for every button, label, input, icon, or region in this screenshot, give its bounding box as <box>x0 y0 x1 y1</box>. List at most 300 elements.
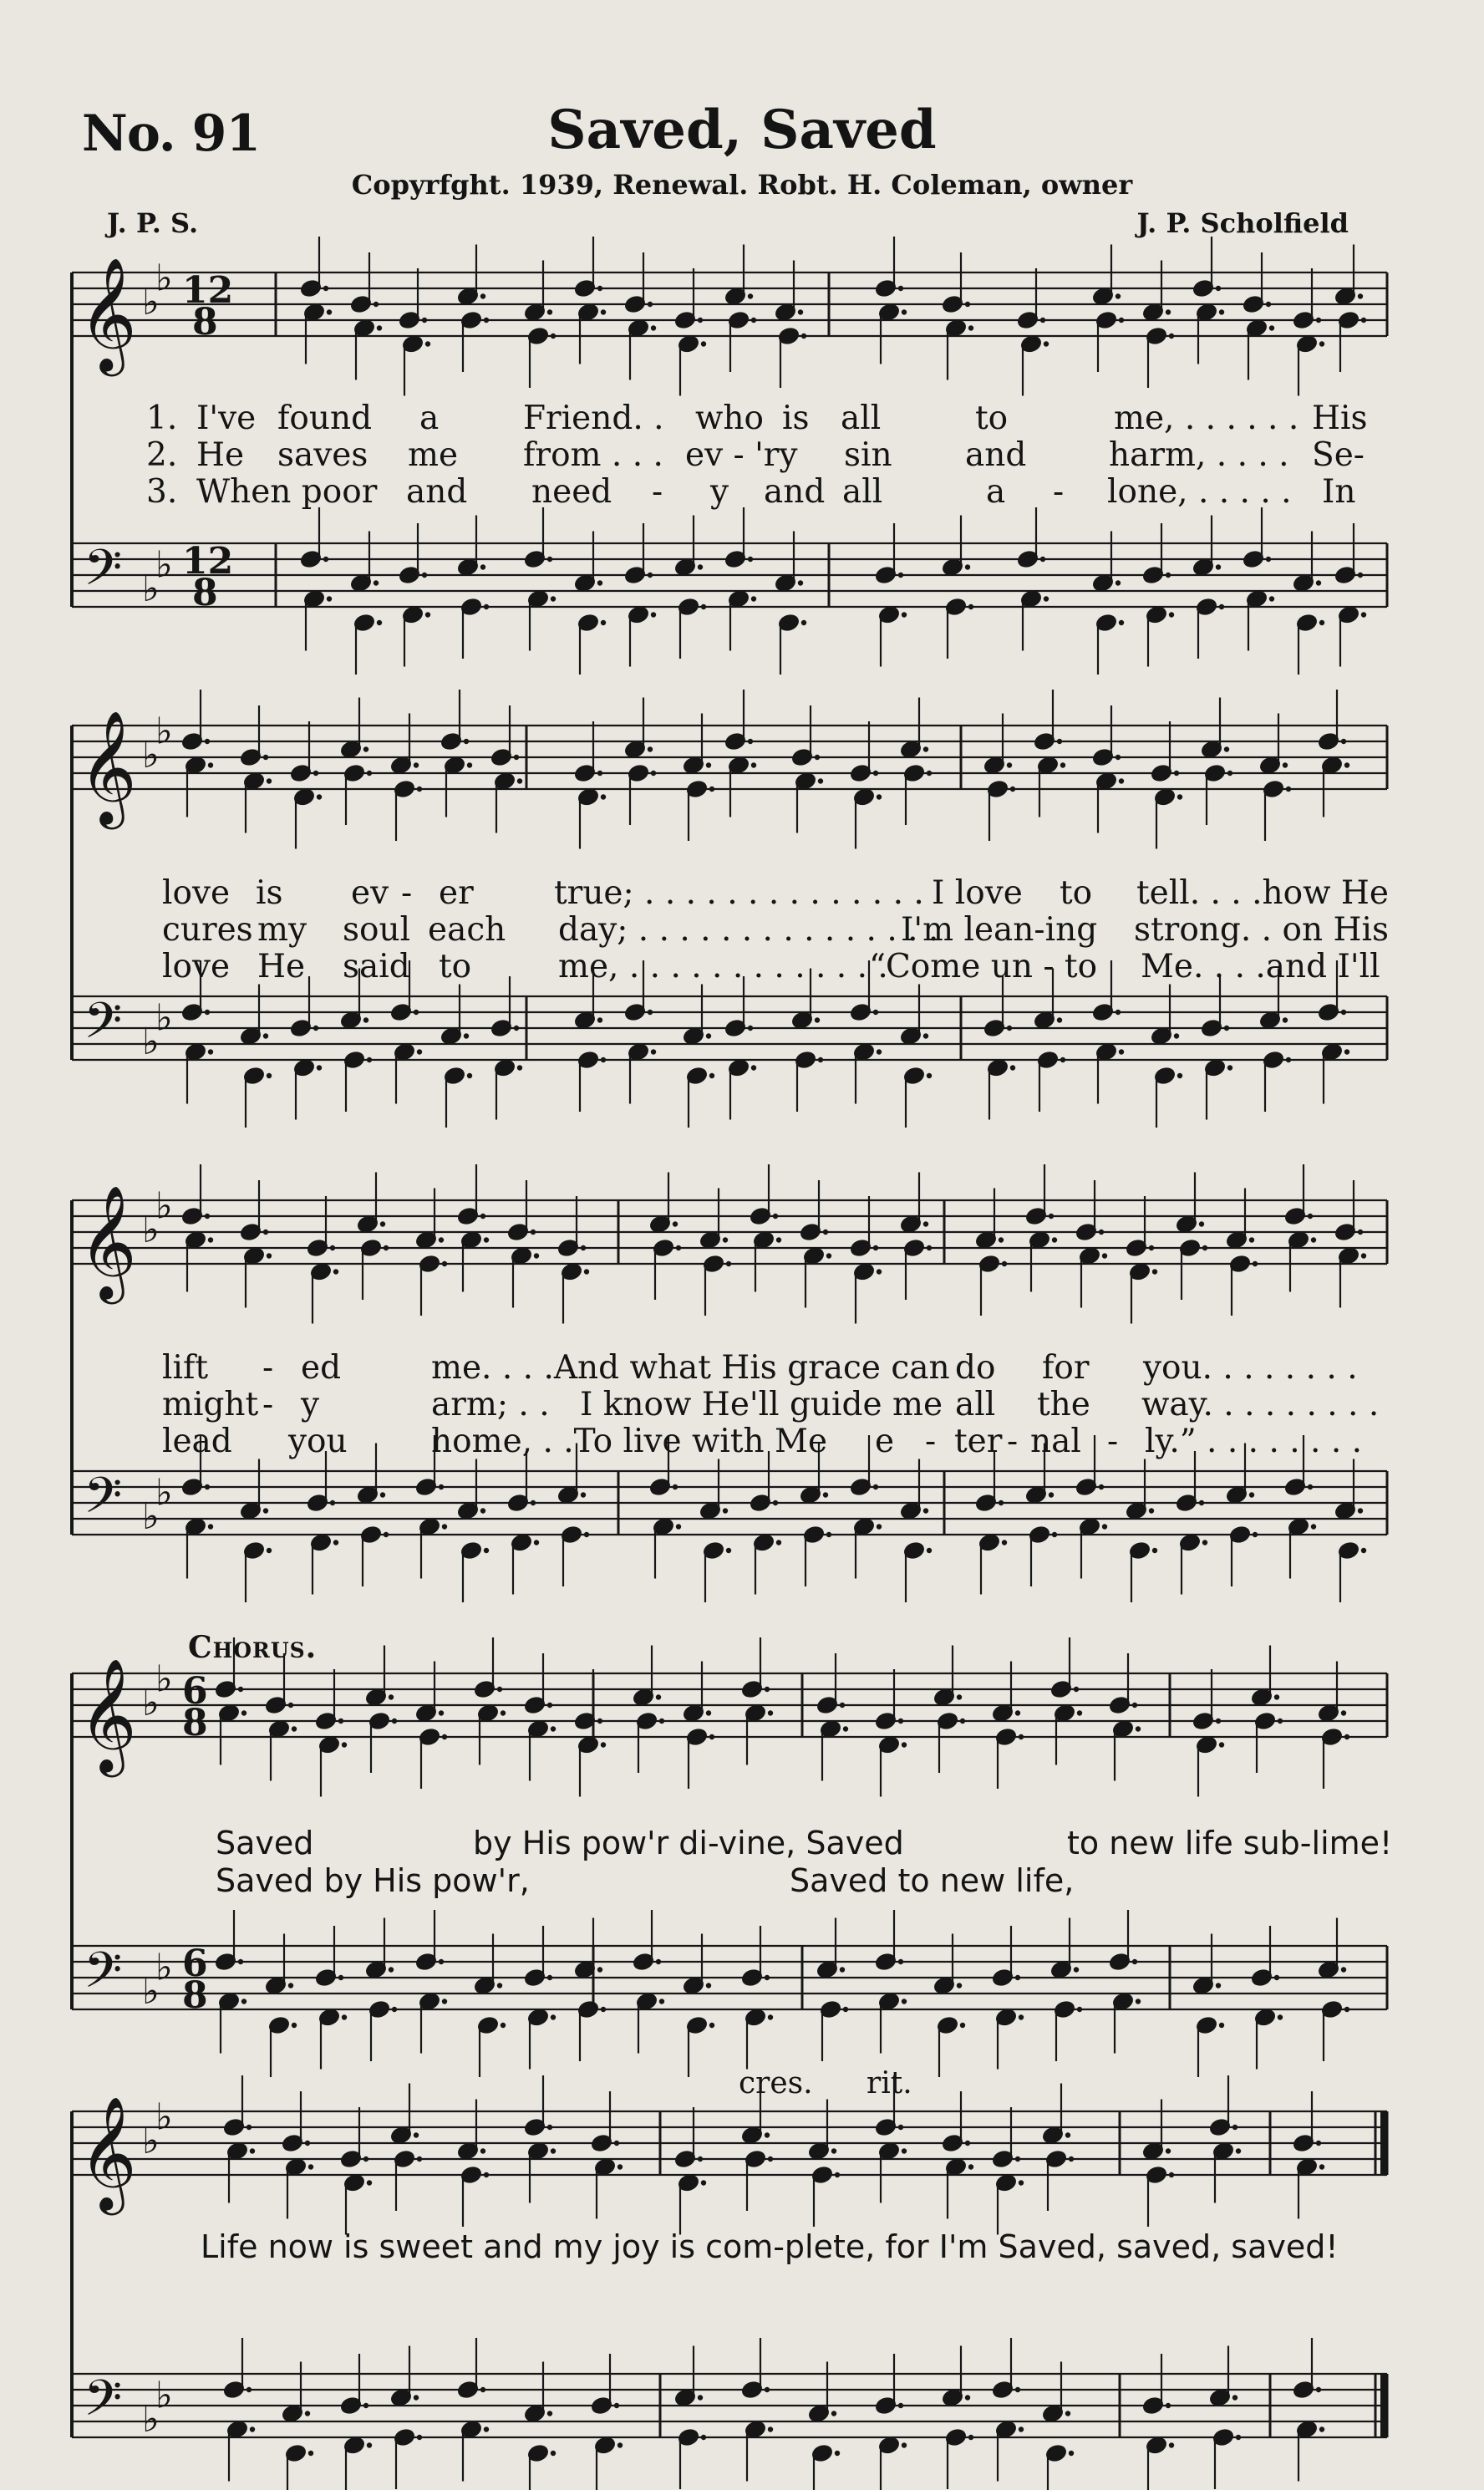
note-dot <box>464 739 469 744</box>
note-dot <box>1002 1540 1007 1545</box>
note-dot <box>1341 1010 1346 1015</box>
note-dot <box>1060 762 1065 767</box>
lyric-word: saves <box>277 436 368 474</box>
note-dot <box>1269 596 1274 601</box>
note-dot <box>439 1710 444 1715</box>
note-dot <box>305 2141 310 2146</box>
flat-sign: ♭ <box>155 2374 173 2417</box>
note-dot <box>1177 794 1182 799</box>
note-dot <box>1344 1049 1349 1054</box>
lyric-word: who <box>695 400 764 437</box>
note-dot <box>843 1726 848 1731</box>
lyric-word: day; . . . . . . . . . . . . . . . <box>558 911 939 949</box>
note-dot <box>709 2023 714 2028</box>
note-dot <box>1077 2007 1082 2012</box>
note-dot <box>467 1073 472 1078</box>
time-signature-num: 12 <box>182 540 234 583</box>
time-signature-den: 8 <box>192 301 218 344</box>
note-dot <box>313 1026 318 1031</box>
note-dot <box>659 1719 664 1724</box>
lyric-word: and <box>965 436 1027 474</box>
note-dot <box>367 2180 372 2185</box>
note-dot <box>751 318 756 323</box>
note-dot <box>601 309 606 314</box>
lyric-word: e <box>875 1423 895 1460</box>
lyric-word: He <box>257 948 306 985</box>
note-dot <box>923 1508 928 1513</box>
note-dot <box>601 620 606 625</box>
note-dot <box>1316 2141 1321 2146</box>
chorus-lyric-1a: Saved <box>216 1825 314 1861</box>
treble-clef: 𝄞 <box>79 1657 137 1772</box>
note-dot <box>1341 1710 1346 1715</box>
note-dot <box>1227 1065 1232 1070</box>
note-dot <box>267 1253 272 1258</box>
note-dot <box>439 1959 444 1964</box>
note-dot <box>601 2007 606 2012</box>
note-dot <box>1232 2395 1238 2400</box>
note-dot <box>1149 1245 1154 1250</box>
lyric-word: ev <box>351 874 389 912</box>
note-dot <box>1219 2023 1224 2028</box>
note-dot <box>208 762 213 767</box>
lyric-word: - <box>262 1349 274 1387</box>
time-signature-den: 8 <box>182 1702 208 1744</box>
note-dot <box>768 1710 773 1715</box>
lyric-word: 1. <box>146 400 178 437</box>
note-dot <box>801 620 806 625</box>
lyric-word: from . . . <box>523 436 663 474</box>
treble-clef: 𝄞 <box>79 2095 137 2210</box>
note-dot <box>1052 1237 1057 1242</box>
flat-sign: ♭ <box>155 996 173 1040</box>
chorus-lyric-1b: by His pow'r di-vine, Saved <box>473 1825 904 1861</box>
note-dot <box>1361 318 1366 323</box>
note-dot <box>751 762 756 767</box>
note-dot <box>1169 2172 1174 2177</box>
note-dot <box>1283 1017 1288 1022</box>
note-dot <box>581 1492 586 1497</box>
lyric-word: harm, . . . . <box>1109 436 1289 474</box>
flat-sign: ♭ <box>142 734 160 777</box>
note-dot <box>1202 1540 1207 1545</box>
lyric-word: “Come un - to <box>869 948 1098 985</box>
note-dot <box>1019 2180 1024 2185</box>
note-dot <box>389 1694 394 1699</box>
note-dot <box>288 1703 293 1708</box>
note-dot <box>651 771 656 776</box>
note-dot <box>614 2141 619 2146</box>
lyric-word: Friend. . <box>523 400 664 437</box>
note-dot <box>1358 1508 1363 1513</box>
note-dot <box>417 787 422 792</box>
note-dot <box>467 762 472 767</box>
note-dot <box>330 1500 335 1505</box>
bass-clef: 𝄢 <box>84 2369 123 2439</box>
flat-sign: ♭ <box>142 281 160 323</box>
lyric-word: ly.” . . . . . . . . <box>1145 1423 1363 1460</box>
note-dot <box>484 1548 489 1553</box>
note-dot <box>414 762 419 767</box>
note-dot <box>333 1540 338 1545</box>
note-dot <box>765 1975 770 1980</box>
note-dot <box>1077 1710 1082 1715</box>
note-dot <box>656 1959 661 1964</box>
note-dot <box>798 580 803 585</box>
note-dot <box>1074 1687 1079 1692</box>
note-dot <box>1169 2442 1174 2447</box>
note-dot <box>1007 1026 1012 1031</box>
lyric-word: you. . . . . . . . <box>1143 1349 1358 1387</box>
note-dot <box>676 1245 681 1250</box>
note-dot <box>1199 1221 1204 1226</box>
note-dot <box>698 564 703 569</box>
lyric-word: me. . . .And what His grace can <box>431 1349 950 1387</box>
note-dot <box>514 1026 519 1031</box>
note-dot <box>1049 1214 1054 1219</box>
note-dot <box>648 746 653 751</box>
note-dot <box>1253 1532 1258 1537</box>
note-dot <box>342 1742 347 1747</box>
note-dot <box>305 2411 310 2416</box>
note-dot <box>1166 2148 1171 2153</box>
note-dot <box>1344 2007 1349 2012</box>
note-dot <box>547 1975 552 1980</box>
note-dot <box>957 1694 962 1699</box>
note-dot <box>534 1540 539 1545</box>
note-dot <box>317 1065 322 1070</box>
treble-clef: 𝄞 <box>79 256 137 371</box>
note-dot <box>968 604 973 609</box>
note-dot <box>709 1073 714 1078</box>
note-dot <box>1102 1253 1107 1258</box>
note-dot <box>923 1221 928 1226</box>
note-dot <box>551 2014 556 2019</box>
flat-sign: ♭ <box>142 1495 160 1538</box>
note-dot <box>1116 580 1121 585</box>
flat-sign: ♭ <box>155 543 173 587</box>
note-dot <box>1224 1026 1229 1031</box>
bass-clef: 𝄢 <box>84 538 123 608</box>
note-dot <box>698 2395 703 2400</box>
note-dot <box>584 1269 589 1274</box>
note-dot <box>292 1726 297 1731</box>
note-dot <box>831 2411 836 2416</box>
note-dot <box>534 1253 539 1258</box>
note-dot <box>773 1500 778 1505</box>
note-dot <box>380 1492 385 1497</box>
lyric-word: - <box>1107 1423 1119 1460</box>
note-dot <box>484 318 489 323</box>
note-dot <box>480 2387 485 2392</box>
note-dot <box>1049 1492 1054 1497</box>
note-dot <box>497 1687 502 1692</box>
note-dot <box>701 2180 706 2185</box>
note-dot <box>1015 2156 1020 2162</box>
note-dot <box>1249 1492 1254 1497</box>
note-dot <box>701 341 706 346</box>
note-dot <box>1269 325 1274 330</box>
lyric-word: - <box>652 473 663 511</box>
note-dot <box>965 302 970 307</box>
note-dot <box>776 1540 781 1545</box>
note-dot <box>1099 1484 1104 1489</box>
lyric-word: soul <box>343 911 411 949</box>
note-dot <box>826 1253 831 1258</box>
note-dot <box>327 596 332 601</box>
bass-clef: 𝄢 <box>84 991 123 1062</box>
lyric-word: each <box>428 911 506 949</box>
note-dot <box>442 1734 447 1739</box>
lyric-word: Me. . . .and I'll <box>1141 948 1380 985</box>
note-dot <box>765 2387 770 2392</box>
note-dot <box>517 778 522 783</box>
flat-sign: ♭ <box>155 1184 173 1228</box>
note-dot <box>898 573 903 578</box>
lyric-word: found <box>277 400 373 437</box>
note-dot <box>1249 1237 1254 1242</box>
note-dot <box>1002 1261 1007 1266</box>
note-dot <box>877 1269 882 1274</box>
note-dot <box>205 1010 210 1015</box>
note-dot <box>547 557 552 562</box>
note-dot <box>267 1073 272 1078</box>
note-dot <box>308 2451 313 2456</box>
note-dot <box>531 1230 536 1235</box>
note-dot <box>706 1983 711 1988</box>
chorus-lyric-2b: Saved to new life, <box>790 1862 1075 1899</box>
note-dot <box>801 334 806 339</box>
note-dot <box>1019 1734 1024 1739</box>
time-signature-den: 8 <box>192 572 218 614</box>
lyric-word: me, . . . . . . . . . . . . . <box>558 948 888 985</box>
note-dot <box>1216 1983 1221 1988</box>
flat-sign: ♭ <box>142 1021 160 1063</box>
note-dot <box>676 1524 681 1529</box>
note-dot <box>1015 2387 1020 2392</box>
note-dot <box>902 1742 907 1747</box>
note-dot <box>422 318 427 323</box>
lyric-word: - <box>262 1386 274 1423</box>
note-dot <box>1136 1999 1141 2004</box>
note-dot <box>1358 293 1363 298</box>
note-dot <box>414 2132 419 2137</box>
note-dot <box>726 1548 731 1553</box>
note-dot <box>1311 1524 1316 1529</box>
note-dot <box>815 755 820 760</box>
lyric-word: me, . . . . . . <box>1114 400 1299 437</box>
note-dot <box>422 573 427 578</box>
note-dot <box>464 1033 469 1038</box>
note-dot <box>1040 557 1045 562</box>
note-dot <box>923 746 928 751</box>
note-dot <box>1316 318 1321 323</box>
note-dot <box>1232 2125 1238 2130</box>
note-dot <box>748 739 753 744</box>
note-dot <box>927 1548 932 1553</box>
note-dot <box>1119 1049 1124 1054</box>
note-dot <box>601 1742 606 1747</box>
note-dot <box>480 1508 485 1513</box>
note-dot <box>1152 1269 1157 1274</box>
chorus-label: Chorus. <box>188 1630 318 1665</box>
note-dot <box>1069 2451 1074 2456</box>
lyric-word: me <box>408 436 459 474</box>
note-dot <box>208 1524 213 1529</box>
note-dot <box>205 739 210 744</box>
note-dot <box>1361 612 1366 617</box>
note-dot <box>818 778 823 783</box>
note-dot <box>323 286 328 291</box>
note-dot <box>1274 1975 1279 1980</box>
note-dot <box>1316 580 1321 585</box>
lyric-word: is <box>256 874 283 912</box>
note-dot <box>698 2156 703 2162</box>
note-dot <box>374 580 379 585</box>
lyric-word: When poor <box>196 473 378 511</box>
note-dot <box>1136 1726 1141 1731</box>
note-dot <box>338 1975 343 1980</box>
note-dot <box>1216 1719 1221 1724</box>
note-dot <box>927 1245 932 1250</box>
note-dot <box>1174 771 1179 776</box>
note-dot <box>1052 1532 1057 1537</box>
lyric-word: Se- <box>1312 436 1365 474</box>
note-dot <box>601 794 606 799</box>
note-dot <box>840 1703 845 1708</box>
note-dot <box>342 2014 347 2019</box>
note-dot <box>267 1548 272 1553</box>
note-dot <box>751 596 756 601</box>
note-dot <box>1116 755 1121 760</box>
note-dot <box>551 596 556 601</box>
note-dot <box>1019 2014 1024 2019</box>
note-dot <box>1169 612 1174 617</box>
bass-clef: 𝄢 <box>84 1466 123 1536</box>
note-dot <box>363 2403 368 2408</box>
note-dot <box>877 1524 882 1529</box>
flat-sign: ♭ <box>155 1471 173 1515</box>
note-dot <box>651 325 656 330</box>
note-dot <box>748 293 753 298</box>
lyric-word: the <box>1037 1386 1090 1423</box>
note-dot <box>1152 1548 1157 1553</box>
note-dot <box>923 1033 928 1038</box>
lyric-word: 2. <box>146 436 178 474</box>
lyric-word: - <box>1007 1423 1019 1460</box>
note-dot <box>798 309 803 314</box>
note-dot <box>877 794 882 799</box>
note-dot <box>957 1983 962 1988</box>
note-dot <box>1274 1694 1279 1699</box>
note-dot <box>551 2148 556 2153</box>
note-dot <box>581 1245 586 1250</box>
note-dot <box>1319 2164 1324 2169</box>
lyric-word: to <box>975 400 1009 437</box>
lyric-word: said <box>343 948 410 985</box>
note-dot <box>1099 1230 1104 1235</box>
words-credit: J. P. S. <box>107 207 199 239</box>
note-dot <box>723 1237 728 1242</box>
note-dot <box>425 341 430 346</box>
note-dot <box>1266 302 1271 307</box>
lyric-word: sin <box>844 436 892 474</box>
note-dot <box>1216 286 1221 291</box>
chorus-lyric-1c: to new life sub-lime! <box>1067 1825 1393 1861</box>
lyric-word: cures <box>162 911 253 949</box>
flat-sign: ♭ <box>155 710 173 753</box>
note-dot <box>389 1967 394 1972</box>
note-dot <box>765 2132 770 2137</box>
music-credit: J. P. Scholfield <box>1136 207 1349 239</box>
lyric-word: all <box>955 1386 996 1423</box>
note-dot <box>701 2435 706 2440</box>
note-dot <box>823 1492 828 1497</box>
note-dot <box>288 1983 293 1988</box>
note-dot <box>673 1221 678 1226</box>
flat-sign: ♭ <box>142 1682 160 1724</box>
lyric-word: tell. . . .how He <box>1136 874 1389 912</box>
lyric-word: my <box>257 911 307 949</box>
note-dot <box>367 771 372 776</box>
lyric-word: true; . . . . . . . . . . . . . . <box>554 874 924 912</box>
note-dot <box>1236 2148 1241 2153</box>
note-dot <box>323 557 328 562</box>
note-dot <box>330 1245 335 1250</box>
note-dot <box>751 1065 756 1070</box>
lyric-word: way. . . . . . . . . <box>1141 1386 1380 1423</box>
time-signature-den: 8 <box>182 1974 208 2017</box>
note-dot <box>1132 1703 1137 1708</box>
lyric-word: all <box>841 400 882 437</box>
lyric-word: 3. <box>146 473 178 511</box>
lyric-word: arm; . . <box>431 1386 550 1423</box>
note-dot <box>1040 318 1045 323</box>
note-dot <box>338 1719 343 1724</box>
note-dot <box>835 2172 840 2177</box>
note-dot <box>425 612 430 617</box>
hymn-title: Saved, Saved <box>547 99 937 161</box>
note-dot <box>1119 318 1124 323</box>
lyric-word: I'm lean-ing <box>901 911 1098 949</box>
note-dot <box>1074 1967 1079 1972</box>
time-signature-num: 12 <box>182 269 234 312</box>
note-dot <box>902 612 907 617</box>
note-dot <box>648 573 653 578</box>
note-dot <box>1341 1967 1346 1972</box>
note-dot <box>1344 762 1349 767</box>
note-dot <box>1308 1214 1313 1219</box>
note-dot <box>484 604 489 609</box>
note-dot <box>414 1010 419 1015</box>
note-dot <box>1216 564 1221 569</box>
note-dot <box>648 1010 653 1015</box>
note-dot <box>380 1221 385 1226</box>
note-dot <box>617 2442 623 2447</box>
flat-sign: ♭ <box>155 2095 173 2139</box>
note-dot <box>898 286 903 291</box>
note-dot <box>706 1033 711 1038</box>
note-dot <box>823 1230 828 1235</box>
note-dot <box>1015 1710 1020 1715</box>
note-dot <box>367 2442 372 2447</box>
note-dot <box>698 318 703 323</box>
note-dot <box>514 755 519 760</box>
note-dot <box>374 302 379 307</box>
note-dot <box>442 1261 447 1266</box>
note-dot <box>965 2395 970 2400</box>
note-dot <box>1319 341 1324 346</box>
